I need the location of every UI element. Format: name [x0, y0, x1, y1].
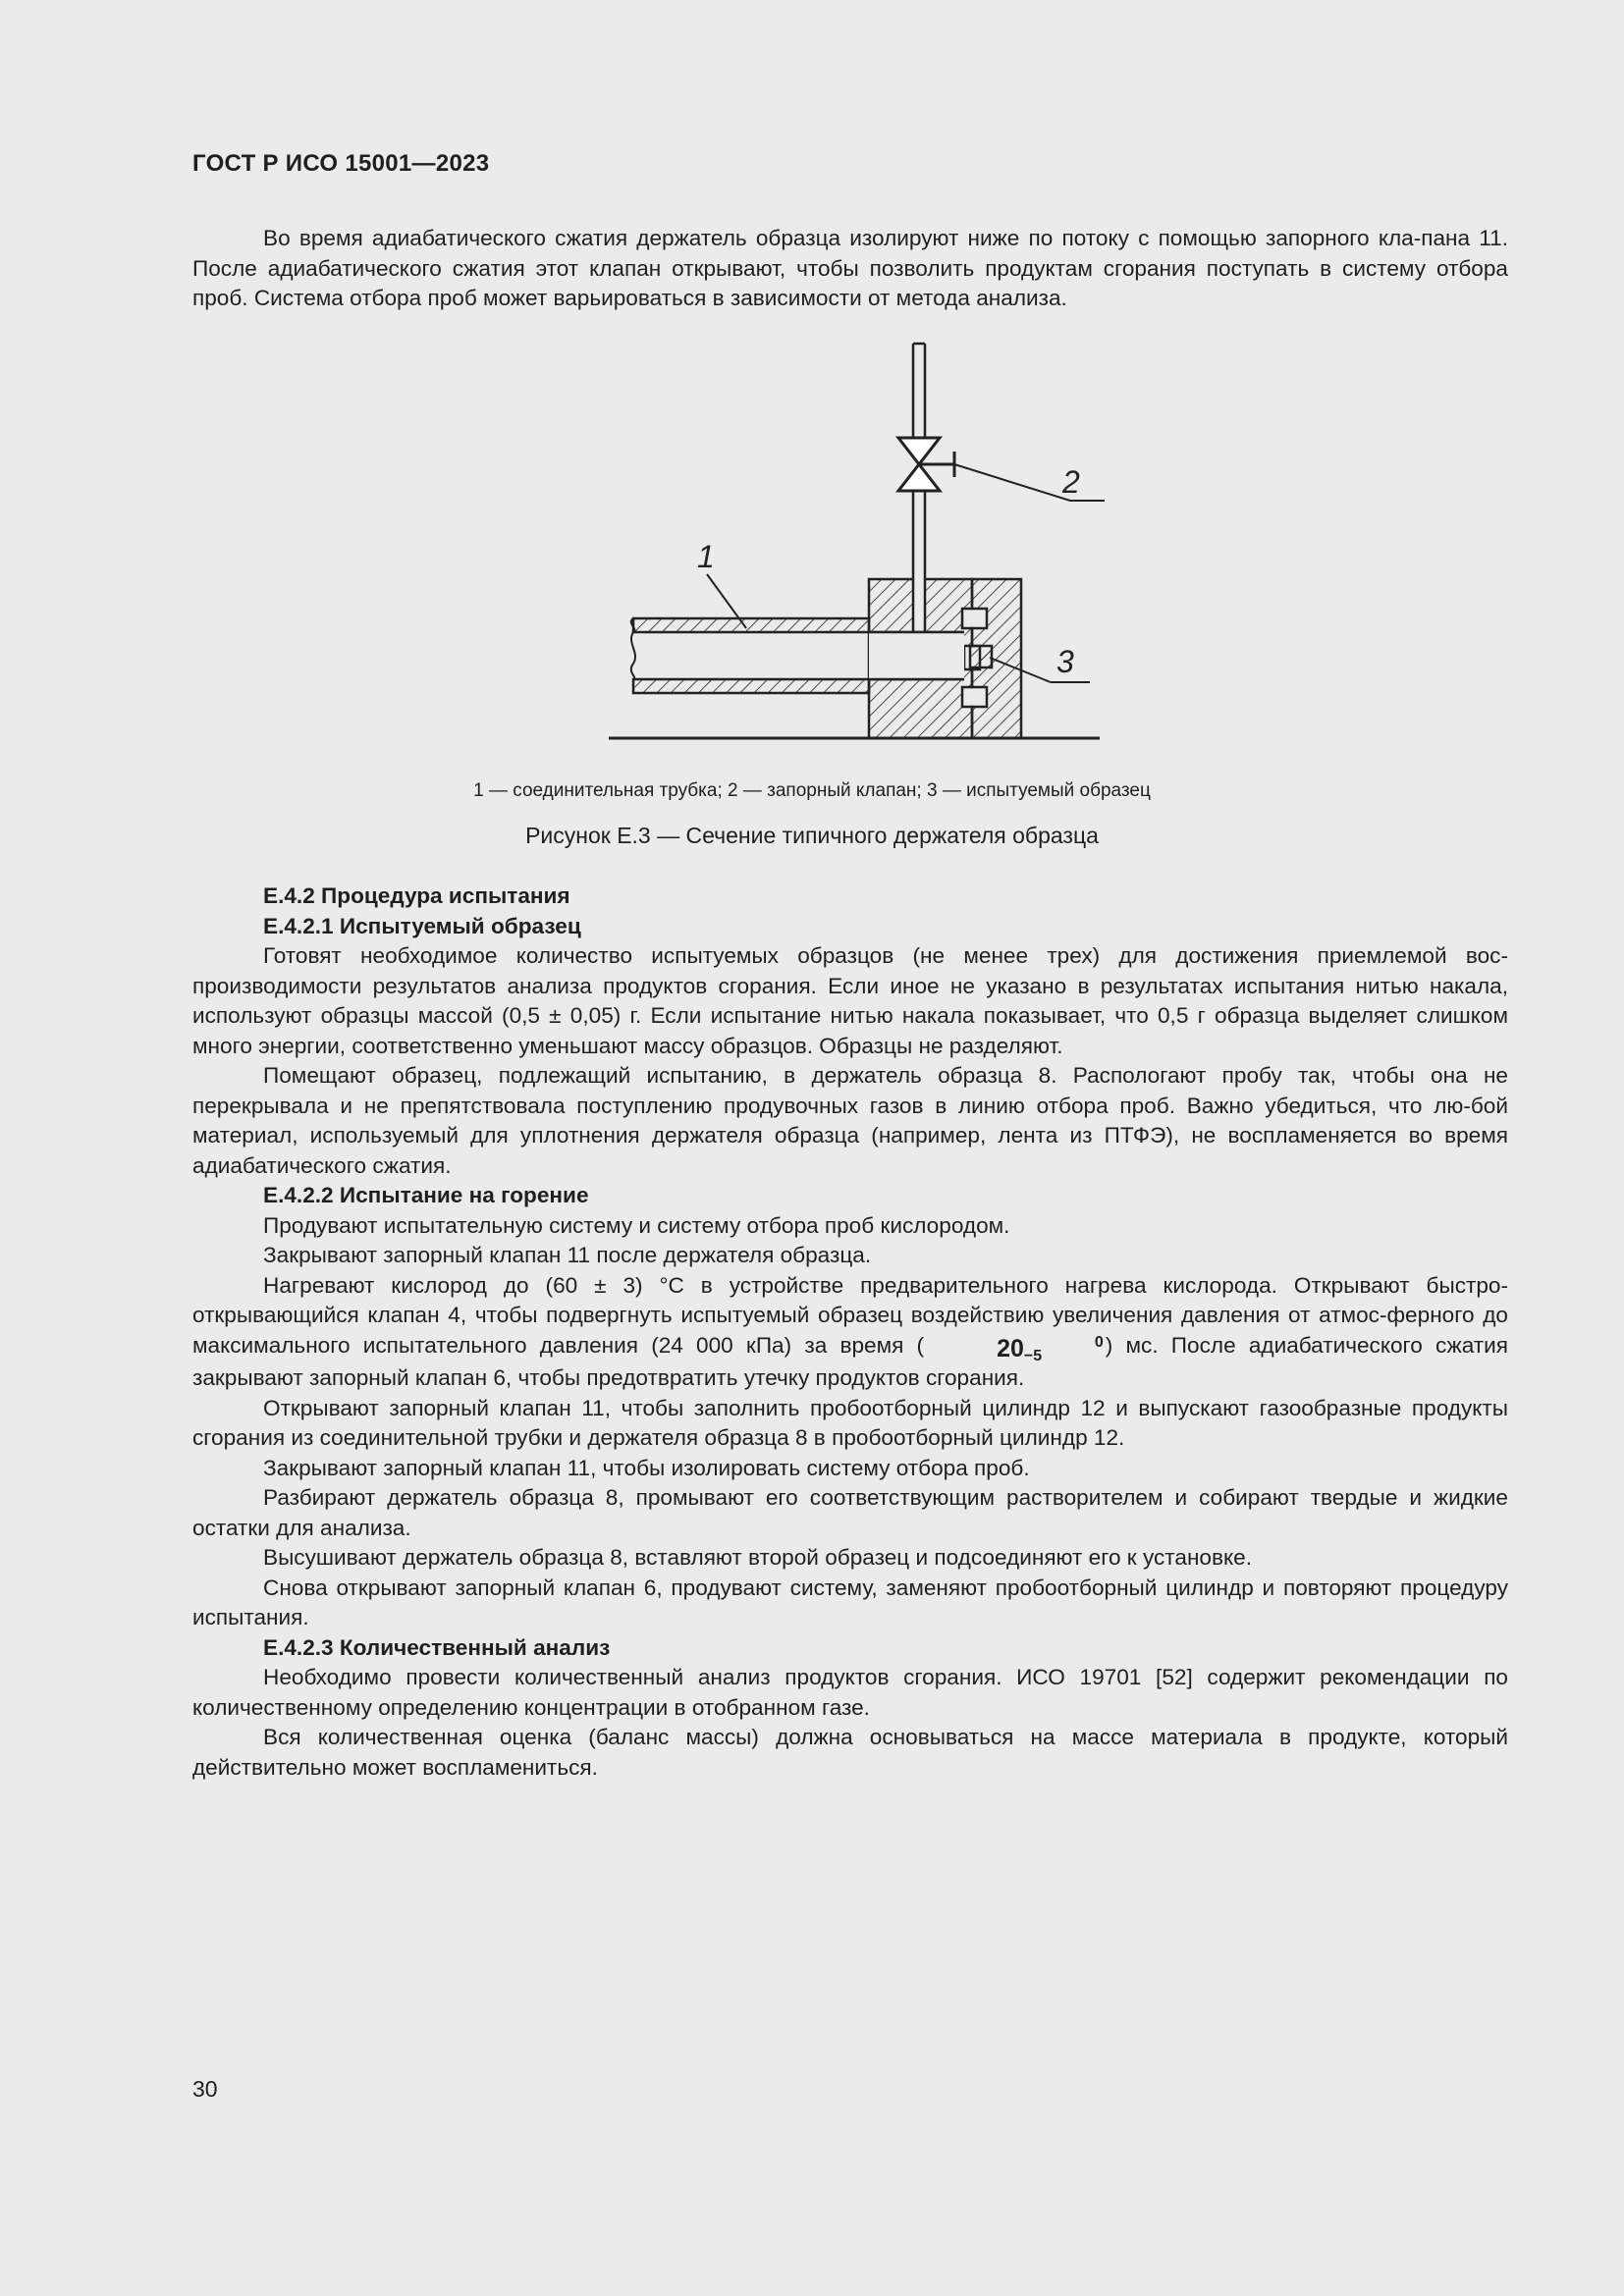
paragraph: Закрывают запорный клапан 11, чтобы изолировать систему отбора проб. — [263, 1455, 1030, 1480]
paragraph: Необходимо провести количественный анализ продуктов сгорания. ИСО 19701 [52] содержит рекомендации по количественному определению концентрации в отобранном газе. — [192, 1665, 1508, 1720]
callout-2: 2 — [1062, 464, 1080, 500]
paragraph-with-tolerance — [192, 1271, 1508, 1394]
tolerance-limits — [1023, 1333, 1104, 1364]
callout-3: 3 — [1056, 644, 1074, 679]
section-e423-title: E.4.2.3 Количественный анализ — [263, 1634, 611, 1660]
paragraph: Готовят необходимое количество испытуемых образцов (не менее трех) для достижения приемлемой вос-производимости результатов анализа продуктов сгорания. Если иное не указано в результатах испытания нитью накала, используют образцы массой (0,5 ± 0,05) г. Если испытание нитью накала показывает, что 0,5 г образца выделяет слишком много энергии, соответственно уменьшают массу образцов. Образцы не разделяют. — [192, 943, 1508, 1058]
section-e42-title: E.4.2 Процедура испытания — [263, 883, 570, 908]
section-e421-title: E.4.2.1 Испытуемый образец — [263, 913, 581, 938]
page-number: 30 — [192, 2076, 218, 2102]
shutoff-valve-symbol — [898, 438, 954, 491]
paragraph: Разбирают держатель образца 8, промывают его соответствующим растворителем и собирают твердые и жидкие остатки для анализа. — [192, 1485, 1508, 1540]
tolerance-lower: −5 — [1023, 1347, 1043, 1364]
paragraph: Высушивают держатель образца 8, вставляют второй образец и подсоединяют его к установке. — [263, 1545, 1252, 1570]
paragraph: Вся количественная оценка (баланс массы) должна основываться на массе материала в продукте, который действительно может воспламениться. — [192, 1725, 1508, 1780]
paragraph-part-a: Нагревают кислород до (60 ± 3) °C в устройстве предварительного нагрева кислорода. Открывают быстро-открывающийся клапан 4, чтобы подвергнуть испытуемый образец воздействию увеличения давления от атмос-ферного до максимального испытательного давления (24 000 кПа) за время ( — [192, 1272, 1508, 1358]
paragraph: Открывают запорный клапан 11, чтобы заполнить пробоотборный цилиндр 12 и выпускают газообразные продукты сгорания из соединительной трубки и держателя образца 8 в пробоотборный цилиндр 12. — [192, 1395, 1508, 1450]
sample-holder-figure — [599, 334, 1110, 756]
intro-text — [192, 224, 1508, 314]
test-sample — [970, 646, 992, 667]
callout-1: 1 — [697, 539, 715, 574]
paragraph: Помещают образец, подлежащий испытанию, в держатель образца 8. Распологают пробу так, чтобы она не перекрывала и не препятствовала поступлению продувочных газов в линию отбора проб. Важно убедиться, что лю-бой материал, используемый для уплотнения держателя образца (например, лента из ПТФЭ), не воспламеняется во время адиабатического сжатия. — [192, 1063, 1508, 1178]
section-e422-title: E.4.2.2 Испытание на горение — [263, 1183, 589, 1207]
tolerance-nominal: 20 — [997, 1334, 1024, 1362]
intro-paragraph: Во время адиабатического сжатия держатель образца изолируют ниже по потоку с помощью запорного кла-пана 11. После адиабатического сжатия этот клапан открывают, чтобы позволить продуктам сгорания поступать в систему отбора проб. Система отбора проб может варьироваться в зависимости от метода анализа. — [192, 226, 1508, 310]
paragraph: Снова открывают запорный клапан 6, продувают систему, заменяют пробоотборный цилиндр и повторяют процедуру испытания. — [192, 1575, 1508, 1629]
paragraph: Продувают испытательную систему и систему отбора проб кислородом. — [263, 1212, 1010, 1238]
figure-caption: Рисунок E.3 — Сечение типичного держателя образца — [525, 823, 1099, 848]
paragraph-part-b: ) мс. После адиабатического сжатия закрывают запорный клапан 6, чтобы предотвратить утечку продуктов сгорания. — [192, 1332, 1508, 1390]
document-header: ГОСТ Р ИСО 15001—2023 — [192, 150, 490, 177]
figure-legend: 1 — соединительная трубка; 2 — запорный клапан; 3 — испытуемый образец — [473, 780, 1151, 801]
connecting-tube — [631, 618, 869, 693]
main-text — [192, 881, 1508, 1783]
paragraph: Закрывают запорный клапан 11 после держателя образца. — [263, 1243, 872, 1267]
holder-body — [869, 579, 1021, 738]
tolerance-value — [926, 1334, 1104, 1364]
tolerance-upper: 0 — [1094, 1333, 1104, 1351]
